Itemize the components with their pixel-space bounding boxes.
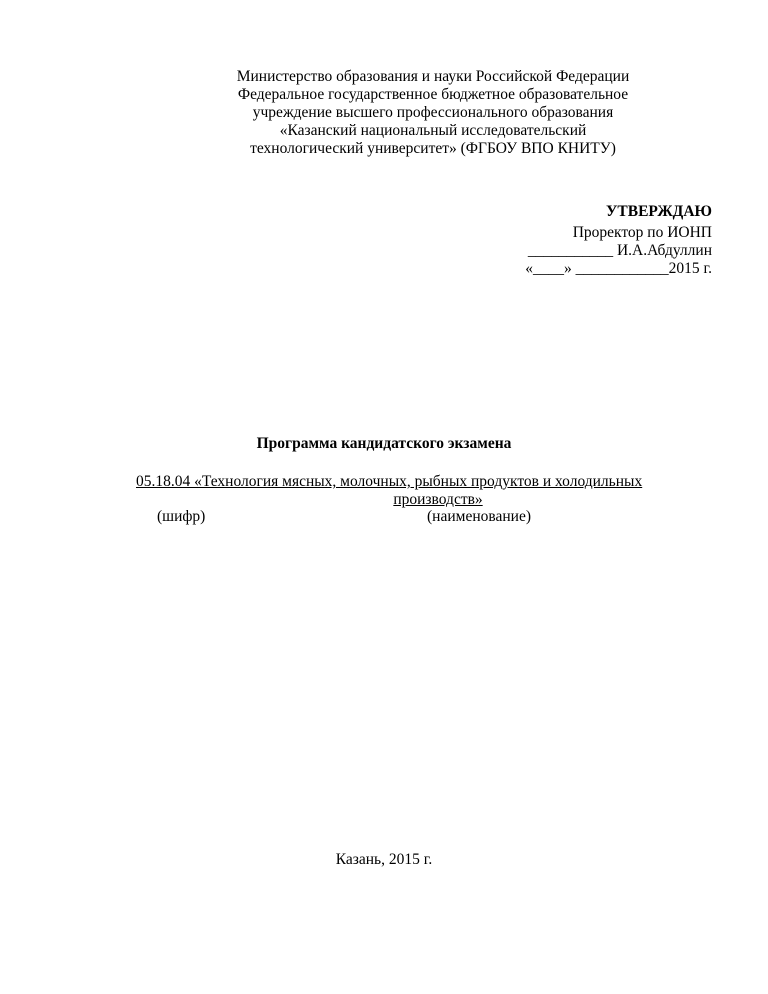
approval-signature: ___________ И.А.Абдуллин: [527, 242, 712, 259]
header-line-education-level: учреждение высшего профессионального образования: [252, 104, 614, 121]
caption-name: (наименование): [427, 508, 531, 525]
header-line-university-name: «Казанский национальный исследовательский: [279, 122, 587, 139]
header-line-university-abbr: технологический университет» (ФГБОУ ВПО КНИТУ): [250, 140, 616, 157]
footer-place-year: Казань, 2015 г.: [335, 851, 433, 868]
program-title: Программа кандидатского экзамена: [256, 435, 512, 452]
header-line-institution-type: Федеральное государственное бюджетное образовательное: [237, 86, 629, 103]
approval-position: Проректор по ИОНП: [572, 224, 712, 241]
approval-block: [525, 203, 712, 278]
specialty-block: [136, 473, 688, 509]
ministry-header: [100, 68, 766, 158]
caption-code: (шифр): [157, 508, 206, 525]
header-line-ministry: Министерство образования и науки Российской Федерации: [236, 68, 630, 85]
approval-date: «____» ____________2015 г.: [525, 260, 712, 277]
specialty-line-1: 05.18.04 «Технология мясных, молочных, рыбных продуктов и холодильных: [136, 473, 643, 490]
approval-title: УТВЕРЖДАЮ: [606, 203, 712, 220]
specialty-line-2: производств»: [393, 491, 483, 508]
